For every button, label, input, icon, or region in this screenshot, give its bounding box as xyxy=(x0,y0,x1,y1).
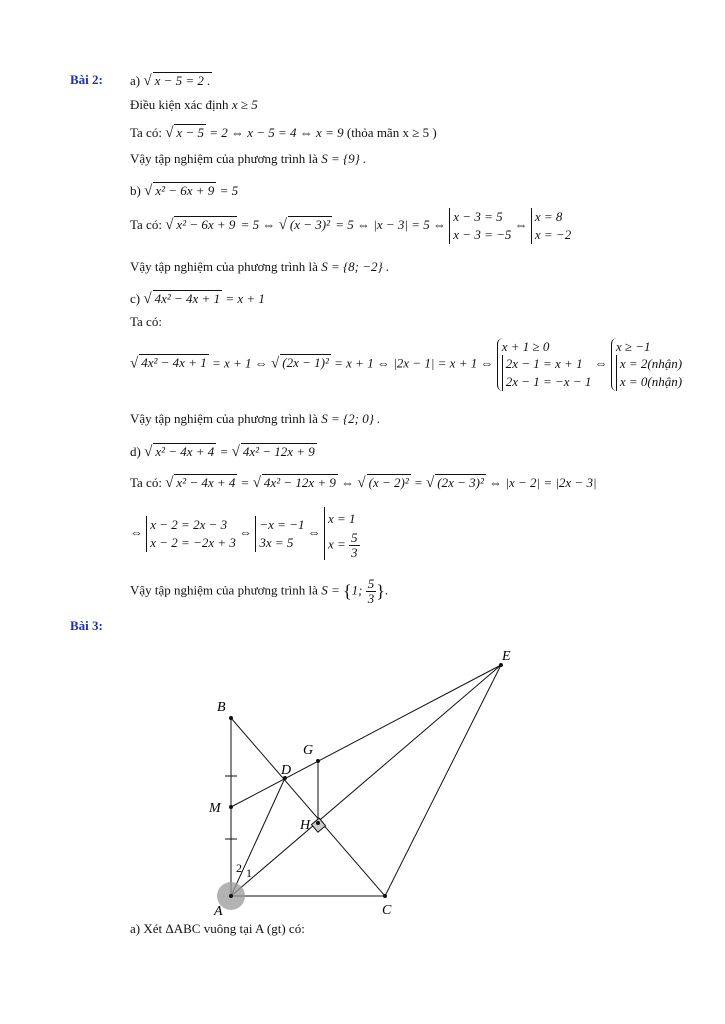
taco-text: Ta có: xyxy=(130,125,162,140)
system-1: x + 1 ≥ 0 2x − 1 = x + 1 2x − 1 = −x − 1 xyxy=(497,338,592,391)
label-m: M xyxy=(209,801,221,816)
point-b xyxy=(229,716,233,720)
system-2: x = 8 x = −2 xyxy=(531,208,571,244)
bai3-label: Bài 3: xyxy=(70,618,103,633)
point-m xyxy=(229,805,233,809)
point-g xyxy=(316,759,320,763)
system-1: x − 3 = 5 x − 3 = −5 xyxy=(449,208,511,244)
bai2c-taco: Ta có: xyxy=(130,314,162,329)
right-angle-mark xyxy=(311,818,325,832)
bai2d-conclusion: Vậy tập nghiệm của phương trình là S = {1; $\frac{5}{3}$ }. xyxy=(130,576,389,606)
system-2: −x = −1 3x = 5 xyxy=(255,516,304,552)
bai2c-conclusion: Vậy tập nghiệm của phương trình là S = {2; 0} . xyxy=(130,411,381,426)
system-3: x = 1 x = $\frac{5}{3}$ xyxy=(324,507,360,560)
segment-ce xyxy=(385,665,501,896)
bai2b-conclusion: Vậy tập nghiệm của phương trình là S = {8; −2} . xyxy=(130,259,390,274)
system-1: x − 2 = 2x − 3 x − 2 = −2x + 3 xyxy=(146,516,236,552)
bai2a-equation: a) √ x − 5 = 2 . xyxy=(130,73,211,89)
solution-set: S = {9} . xyxy=(321,151,367,166)
segment-ad xyxy=(231,778,285,896)
point-h xyxy=(316,821,320,825)
bai2c-solution: √ 4x² − 4x + 1 = x + 1 ⇔ √ (2x − 1)² = x + 1 ⇔ |2x − 1| = x + 1 ⇔ x + 1 ≥ 0 2x − 1 = x + 1 2x − 1 = −x − 1 ⇔ x ≥ −1 x = 2(nhận) x = 0(nhận) xyxy=(130,339,683,389)
label-c: C xyxy=(382,903,392,918)
bai2a-solution: Ta có: √ x − 5 = 2 ⇔ x − 5 = 4 ⇔ x = 9 (thỏa mãn x ≥ 5 ) xyxy=(130,125,437,141)
part-header: a) xyxy=(130,73,141,88)
segment-ae xyxy=(231,665,501,896)
note: (thỏa mãn x ≥ 5 ) xyxy=(346,125,437,140)
bai2d-solution: Ta có: √ x² − 4x + 4 = √ 4x² − 12x + 9 ⇔ √ (x − 2)² = √ (2x − 3)² ⇔ |x − 2| = |2x − 3| xyxy=(130,475,597,491)
label-a: A xyxy=(214,904,223,919)
condition-expr: x ≥ 5 xyxy=(231,97,258,112)
bai2c-equation: c) √ 4x² − 4x + 1 = x + 1 xyxy=(130,291,265,307)
label-h: H xyxy=(300,818,311,833)
point-c xyxy=(383,894,387,898)
conclusion-text: Vậy tập nghiệm của phương trình là xyxy=(130,151,318,166)
system-2: x ≥ −1 x = 2(nhận) x = 0(nhận) xyxy=(611,338,682,391)
bai2d-systems: ⇔ x − 2 = 2x − 3 x − 2 = −2x + 3 ⇔ −x = −1 3x = 5 ⇔ x = 1 x = $\frac{5}{3}$ xyxy=(130,507,360,560)
label-e: E xyxy=(502,649,511,664)
bai3-part-a: a) Xét ΔABC vuông tại A (gt) có: xyxy=(130,921,305,936)
label-g: G xyxy=(303,743,314,758)
bai2b-solution: Ta có: √ x² − 6x + 9 = 5 ⇔ √ (x − 3)² = 5 ⇔ |x − 3| = 5 ⇔ x − 3 = 5 x − 3 = −5 ⇔ x = 8 x = −2 xyxy=(130,209,572,242)
bai2d-equation: d) √ x² − 4x + 4 = √ 4x² − 12x + 9 xyxy=(130,444,315,460)
solution-chain: = 2 ⇔ x − 5 = 4 ⇔ x = 9 xyxy=(209,125,344,140)
bai2-label: Bài 2: xyxy=(70,72,103,87)
angle-label-2: 2 xyxy=(236,861,242,875)
label-b: B xyxy=(217,700,226,715)
label-d: D xyxy=(281,763,292,778)
condition-text: Điều kiện xác định xyxy=(130,97,229,112)
segment-me xyxy=(231,665,501,807)
bai2b-equation: b) √ x² − 6x + 9 = 5 xyxy=(130,183,239,199)
angle-label-1: 1 xyxy=(246,866,252,880)
radical: x − 5 = 2 . xyxy=(154,73,211,88)
point-a xyxy=(229,894,233,898)
